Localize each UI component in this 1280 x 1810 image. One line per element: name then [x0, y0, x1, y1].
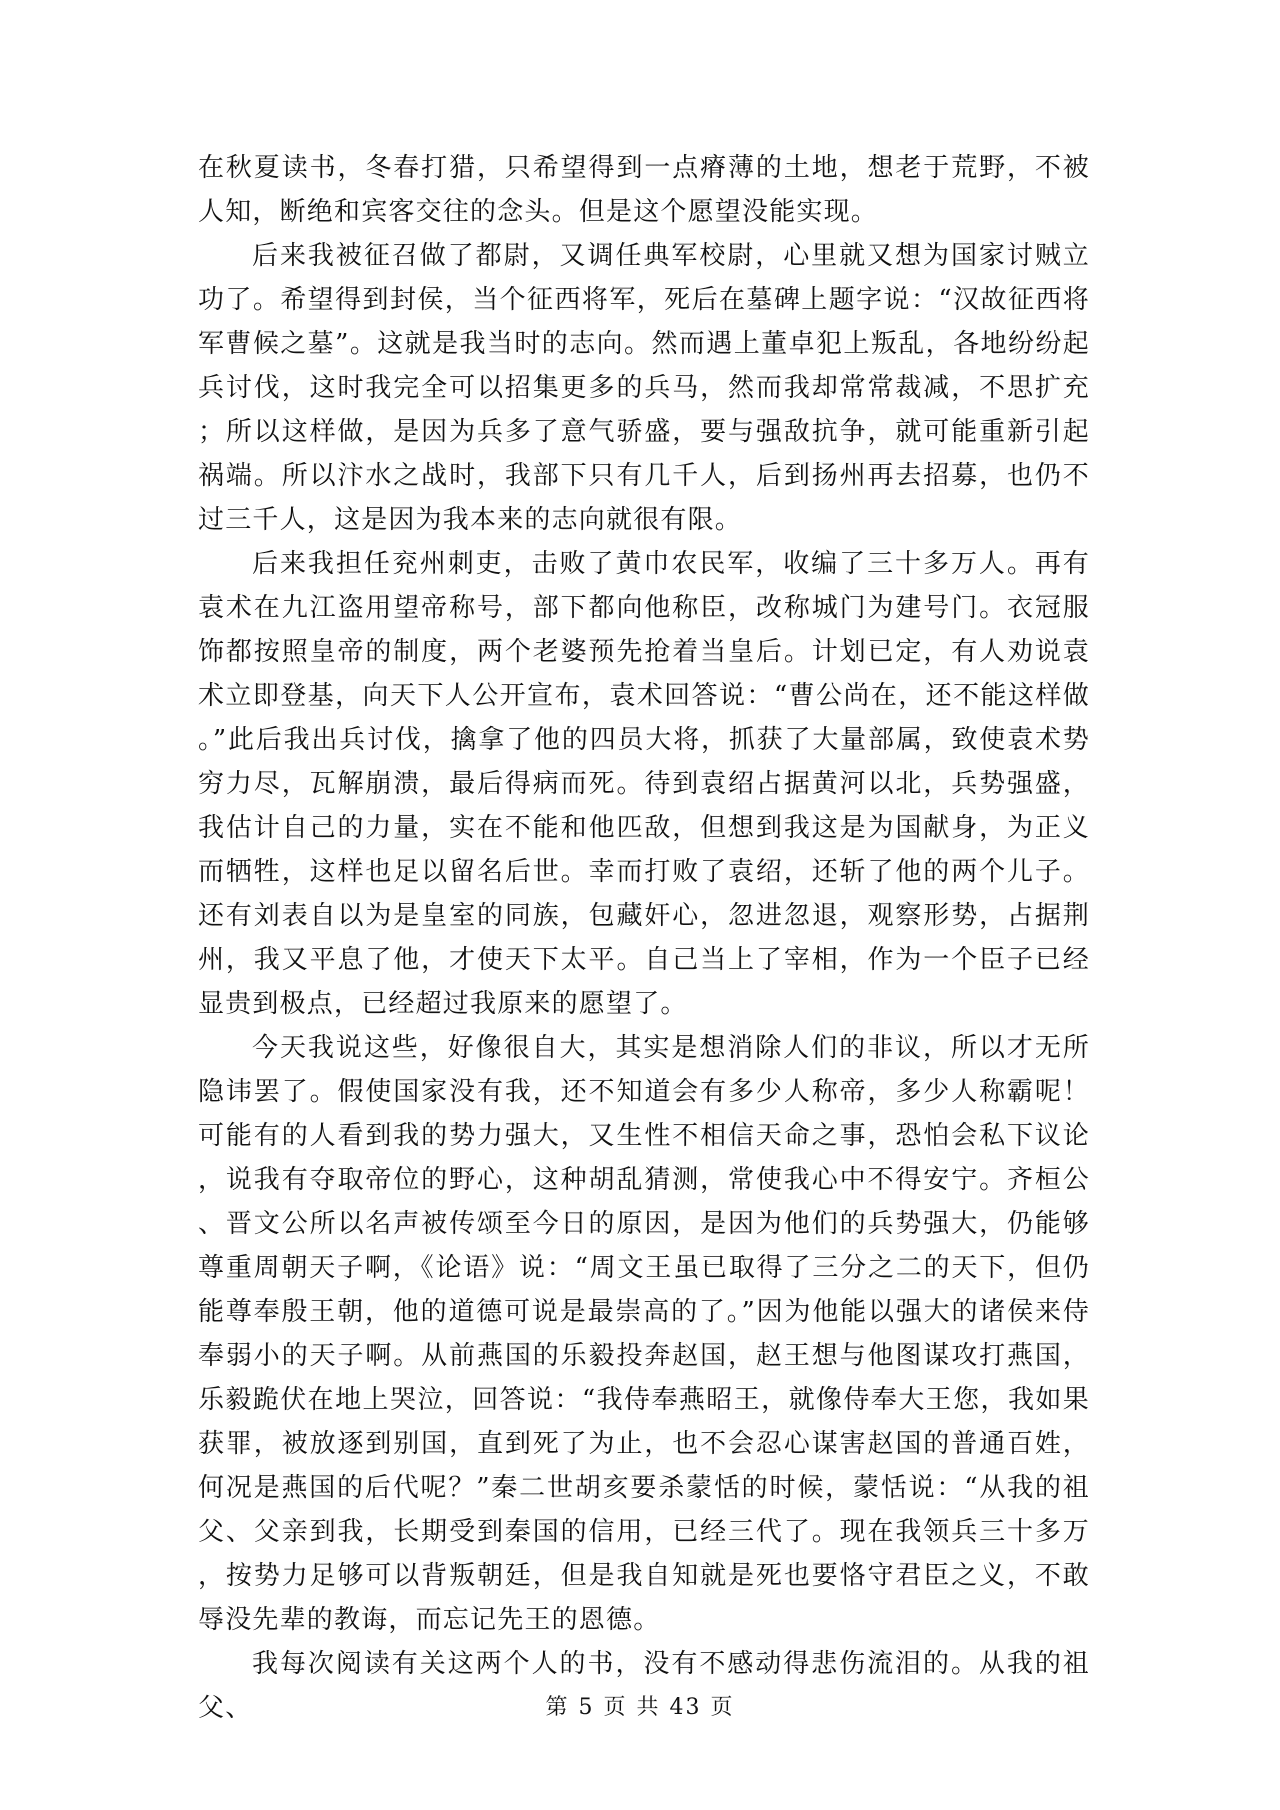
page-footer: 第 5 页 共 43 页 — [545, 1695, 735, 1720]
paragraph-2: 后来我被征召做了都尉，又调任典军校尉，心里就又想为国家讨贼立功了。希望得到封侯，当个征西将军，死后在墓碑上题字说：“汉故征西将军曹候之墓”。这就是我当时的志向。然而遇上董卓犯上叛乱，各地纷纷起兵讨伐，这时我完全可以招集更多的兵马，然而我却常常裁减，不思扩充；所以这样做，是因为兵多了意气骄盛，要与强敌抗争，就可能重新引起祸端。所以汴水之战时，我部下只有几千人，后到扬州再去招募，也仍不过三千人，这是因为我本来的志向就很有限。 — [198, 241, 1090, 535]
paragraph-4: 今天我说这些，好像很自大，其实是想消除人们的非议，所以才无所隐讳罢了。假使国家没有我，还不知道会有多少人称帝，多少人称霸呢！可能有的人看到我的势力强大，又生性不相信天命之事，恐怕会私下议论，说我有夺取帝位的野心，这种胡乱猜测，常使我心中不得安宁。齐桓公、晋文公所以名声被传颂至今日的原因，是因为他们的兵势强大，仍能够尊重周朝天子啊，《论语》说：“周文王虽已取得了三分之二的天下，但仍能尊奉殷王朝，他的道德可说是最崇高的了。”因为他能以强大的诸侯来侍奉弱小的天子啊。从前燕国的乐毅投奔赵国，赵王想与他图谋攻打燕国，乐毅跪伏在地上哭泣，回答说：“我侍奉燕昭王，就像侍奉大王您，我如果获罪，被放逐到别国，直到死了为止，也不会忍心谋害赵国的普通百姓，何况是燕国的后代呢？”秦二世胡亥要杀蒙恬的时候，蒙恬说：“从我的祖父、父亲到我，长期受到秦国的信用，已经三代了。现在我领兵三十多万，按势力足够可以背叛朝廷，但是我自知就是死也要恪守君臣之义，不敢辱没先辈的教诲，而忘记先王的恩德。 — [198, 1033, 1090, 1635]
document-body — [198, 146, 1090, 1730]
paragraph-5: 我每次阅读有关这两个人的书，没有不感动得悲伤流泪的。从我的祖父、 — [198, 1649, 1090, 1723]
paragraph-1: 在秋夏读书，冬春打猎，只希望得到一点瘠薄的土地，想老于荒野，不被人知，断绝和宾客交往的念头。但是这个愿望没能实现。 — [198, 153, 1090, 227]
paragraph-3: 后来我担任兖州刺吏，击败了黄巾农民军，收编了三十多万人。再有袁术在九江盗用望帝称号，部下都向他称臣，改称城门为建号门。衣冠服饰都按照皇帝的制度，两个老婆预先抢着当皇后。计划已定，有人劝说袁术立即登基，向天下人公开宣布，袁术回答说：“曹公尚在，还不能这样做。”此后我出兵讨伐，擒拿了他的四员大将，抓获了大量部属，致使袁术势穷力尽，瓦解崩溃，最后得病而死。待到袁绍占据黄河以北，兵势强盛，我估计自己的力量，实在不能和他匹敌，但想到我这是为国献身，为正义而牺牲，这样也足以留名后世。幸而打败了袁绍，还斩了他的两个儿子。还有刘表自以为是皇室的同族，包藏奸心，忽进忽退，观察形势，占据荆州，我又平息了他，才使天下太平。自己当上了宰相，作为一个臣子已经显贵到极点，已经超过我原来的愿望了。 — [198, 549, 1090, 1019]
